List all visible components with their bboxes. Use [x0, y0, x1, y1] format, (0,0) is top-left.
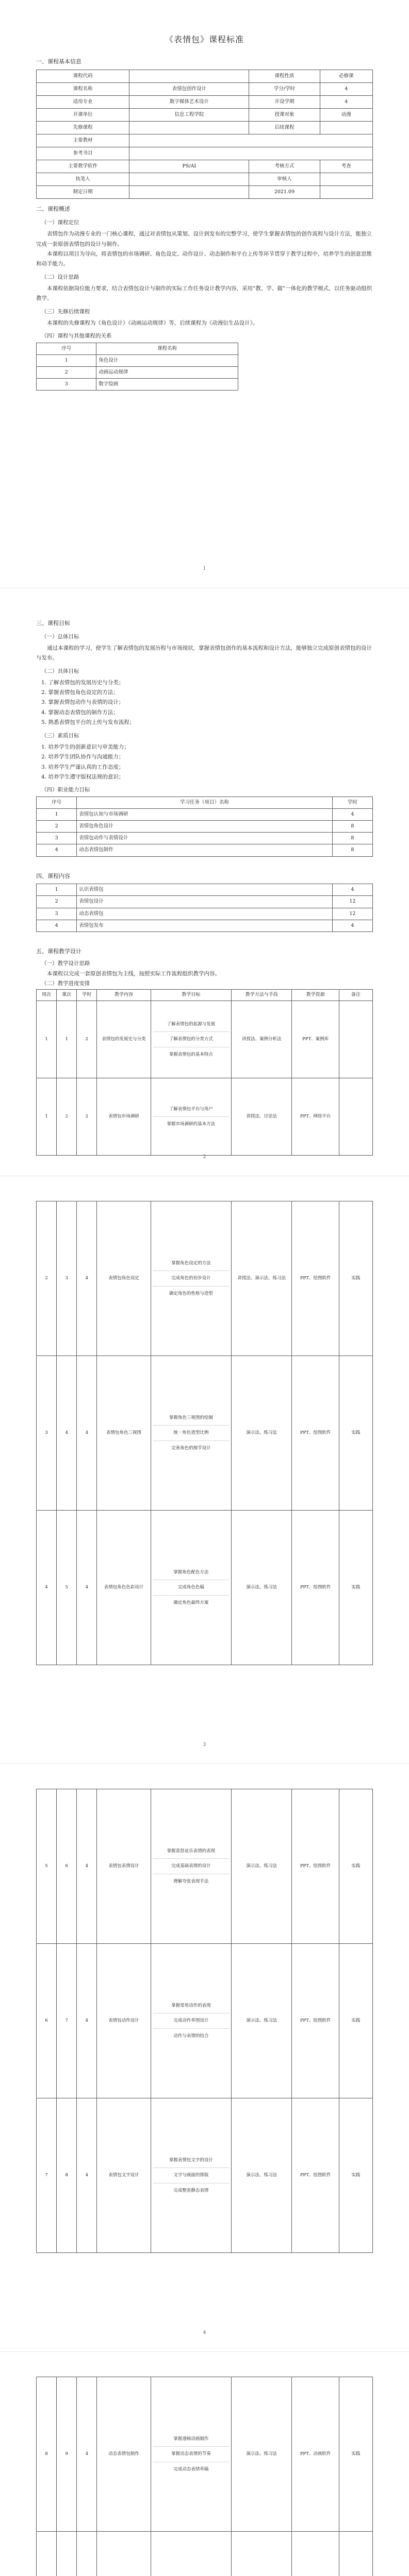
goal-item: 完成动态表情草稿	[173, 2466, 209, 2472]
subsection-heading: （三）素质目标	[41, 732, 79, 739]
goal-item: 掌握市场调研的基本方法	[167, 1121, 216, 1127]
goal-item: 完成角色色稿	[153, 1580, 229, 1595]
paragraph: 本课程依据岗位能力要求，结合表情包设计与制作的实际工作任务设计教学内容，采用“教、学、做”一体化的教学模式，以任务驱动组织教学。	[36, 285, 372, 302]
goal-item: 完成动作草图设计	[153, 2013, 229, 2028]
table-header-row: 序号 课程名称	[37, 343, 238, 354]
table-row: 参考书目	[37, 147, 373, 160]
table-row: 开课单位 信息工程学院 授课对象 动漫	[37, 109, 373, 122]
table-row: 主要教材	[37, 134, 373, 147]
goal-item: 了解表情包的分类方式	[153, 1032, 229, 1047]
section-heading: 三、课程目标	[36, 620, 70, 626]
goal-item: 理解夸张表现手法	[173, 1878, 209, 1884]
table-row: 课程代码 课程性质 必修课	[37, 70, 373, 83]
page-number: 2	[203, 1155, 206, 1160]
section-heading: 一、课程基本信息	[36, 58, 81, 65]
list-item: 4. 培养学生遵守版权法规的意识；	[41, 773, 124, 780]
paragraph: （二）教学进度安排	[41, 980, 90, 987]
paragraph: 本课程的先修课程为《角色设计》《动画运动规律》等，后续课程为《动漫衍生品设计》。	[47, 319, 258, 326]
page-4	[0, 1764, 409, 2343]
page-3	[0, 1176, 409, 1755]
table-row: 4 动态表情包制作 8	[37, 844, 373, 856]
table-row: 4 5 4 表情包角色色彩设计 掌握角色配色方法 完成角色色稿 确定角色最终方案 演示法、练习法 PPT、绘图软件 实践	[37, 1511, 373, 1665]
list-item: 3. 培养学生严谨认真的工作态度；	[41, 764, 124, 770]
list-item: 2. 培养学生团队协作与沟通能力；	[41, 754, 124, 760]
table-row: 1 认识表情包 4	[37, 884, 373, 896]
table-row: 2 表情包角色设计 8	[37, 821, 373, 833]
table-row: 1 表情包认知与市场调研 4	[37, 809, 373, 821]
table-row: 2 动画运动规律	[37, 366, 238, 378]
goal-item: 完成角色的初步设计	[153, 1271, 229, 1286]
table-row: 课程名称 表情包创作设计 学分/学时 4	[37, 83, 373, 96]
section-heading: 五、课程教学设计	[36, 947, 81, 955]
paragraph: 本课程以项目为导向，将表情包的市场调研、角色设定、动作设计、动态制作和平台上传等环节贯穿于教学过程中，培养学生的创意思维和动手能力。	[36, 250, 372, 267]
subsection-heading: （二）具体目标	[41, 668, 79, 674]
goal-item: 完成基础表情的设计	[153, 1859, 229, 1874]
goal-item: 掌握喜怒哀乐表情的表现	[153, 1844, 229, 1859]
list-item: 2. 掌握表情包角色设定的方法；	[41, 689, 119, 696]
ability-table	[36, 796, 373, 856]
table-row: 6 7 4 表情包动作设计 掌握常用动作的表现 完成动作草图设计 动作与表情的结合 演示法、练习法 PPT、绘图软件 实践	[37, 1944, 373, 2098]
goal-item: 掌握角色配色方法	[153, 1565, 229, 1580]
schedule-table	[36, 1201, 373, 1665]
goal-item: 了解表情包的起源与发展	[153, 1017, 229, 1032]
page-number: 4	[203, 2330, 206, 2335]
section-heading: 四、课程内容	[36, 872, 70, 879]
page-1	[0, 0, 409, 579]
subsection-heading: （四）职业能力目标	[41, 787, 90, 793]
table-row: 3 数字绘画	[37, 379, 238, 391]
goal-item: 掌握动态表情的节奏	[153, 2447, 229, 2462]
table-row: 1 1 2 表情包的发展史与分类 了解表情包的起源与发展 了解表情包的分类方式 掌握表情包的基本特点 讲授法、案例分析法 PPT、案例库	[37, 1001, 373, 1078]
goal-item: 掌握表情包的基本特点	[169, 1052, 213, 1057]
document-title: 《表情包》课程标准	[165, 35, 244, 44]
subsection-heading: （二）设计思路	[41, 274, 79, 280]
table-row: 3 4 4 表情包角色三视图 掌握角色三视图的绘制 统一角色造型比例 完善角色的细节设计 演示法、练习法 PPT、绘图软件 实践	[37, 1356, 373, 1511]
table-header-row: 序号 学习任务（项目）名称 学时	[37, 797, 373, 809]
page-2	[0, 588, 409, 1167]
list-item: 1. 培养学生的创新意识与审美能力；	[41, 743, 129, 750]
subsection-heading: （一）课程定位	[41, 219, 79, 226]
page-5	[0, 2351, 409, 2576]
table-row: 4 表情包发布 4	[37, 920, 373, 931]
table-row: 先修课程 后续课程	[37, 122, 373, 134]
page-number: 3	[203, 1742, 206, 1748]
table-row: 执笔人 审核人	[37, 173, 373, 186]
page-number: 1	[203, 566, 206, 571]
table-row: 2 3 4 表情包角色设定 掌握角色设定的方法 完成角色的初步设计 确定角色的性格与造型 讲授法、演示法、练习法 PPT、绘图软件 实践	[37, 1201, 373, 1356]
goal-item: 统一角色造型比例	[153, 1426, 229, 1440]
table-row: 3 表情包动作与表情设计 8	[37, 833, 373, 844]
related-courses-table	[36, 343, 238, 391]
section-heading: 二、课程概述	[36, 206, 70, 213]
goal-item: 了解表情包平台与用户	[153, 1102, 229, 1117]
list-item: 3. 掌握表情包动作与表情的设计；	[41, 699, 124, 706]
paragraph: 通过本课程的学习，使学生了解表情包的发展历程与市场现状，掌握表情包创作的基本流程和设计方法，能够独立完成原创表情包的设计与发布。	[36, 645, 372, 662]
table-row: 5 6 4 表情包表情设计 掌握喜怒哀乐表情的表现 完成基础表情的设计 理解夸张表现手法 演示法、练习法 PPT、绘图软件 实践	[37, 1789, 373, 1944]
paragraph: （一）教学设计思路	[41, 960, 90, 967]
table-row: 制定日期 2021.09	[37, 186, 373, 199]
goal-item: 完成整套静态表情	[173, 2188, 209, 2193]
goal-item: 掌握常用动作的表现	[153, 1998, 229, 2013]
table-row: 8 9 4 动态表情包制作 掌握逐帧动画制作 掌握动态表情的节奏 完成动态表情草稿 演示法、练习法 PPT、动画软件 实践	[37, 2377, 373, 2532]
table-row	[37, 2532, 373, 2576]
goal-item: 掌握逐帧动画制作	[153, 2432, 229, 2447]
table-header-row: 周次 课次 学时 教学内容 教学目标 教学方法与手段 教学资源 备注	[37, 989, 373, 1001]
subsection-heading: （四）课程与其他课程的关系	[41, 332, 112, 339]
content-table	[36, 884, 373, 931]
list-item: 1. 了解表情包的发展历史与分类；	[41, 679, 124, 686]
goal-item: 掌握角色设定的方法	[153, 1256, 229, 1271]
goal-item: 文字与画面的排版	[153, 2168, 229, 2183]
subsection-heading: （三）先修后续课程	[41, 308, 90, 315]
paragraph: 本课程以完成一套原创表情包为主线，按照实际工作流程组织教学内容。	[47, 970, 220, 977]
schedule-table	[36, 989, 373, 1156]
list-item: 5. 熟悉表情包平台的上传与发布流程；	[41, 719, 135, 726]
goal-item: 动作与表情的结合	[173, 2033, 209, 2039]
subsection-heading: （一）总体目标	[41, 633, 79, 640]
table-row: 7 8 4 表情包文字设计 掌握表情包文字的设计 文字与画面的排版 完成整套静态表情 演示法、练习法 PPT、绘图软件 实践	[37, 2098, 373, 2253]
course-info-table	[36, 70, 373, 199]
table-row: 适用专业 数字媒体艺术设计 开设学期 4	[37, 96, 373, 109]
schedule-table	[36, 2377, 373, 2576]
list-item: 4. 掌握动态表情包的制作方法；	[41, 709, 119, 716]
table-row: 1 角色设计	[37, 354, 238, 366]
table-row: 2 表情包设计 12	[37, 896, 373, 908]
goal-item: 确定角色最终方案	[173, 1600, 209, 1605]
schedule-table	[36, 1789, 373, 2253]
table-row: 1 2 2 表情包市场调研 了解表情包平台与用户 掌握市场调研的基本方法 讲授法、讨论法 PPT、网络平台	[37, 1078, 373, 1155]
goal-item: 掌握表情包文字的设计	[153, 2153, 229, 2168]
goal-item: 确定角色的性格与造型	[169, 1291, 213, 1296]
goal-item: 完善角色的细节设计	[171, 1445, 211, 1451]
paragraph: 表情包作为动漫专业的一门核心课程，通过对表情包从策划、设计到发布的完整学习，使学生掌握表情包的创作流程与设计方法，能独立完成一套原创表情包的设计与制作。	[36, 231, 372, 247]
table-row: 3 动态表情包 12	[37, 908, 373, 920]
table-row: 主要教学软件 PS/AI 考核方式 考查	[37, 160, 373, 173]
goal-item: 掌握角色三视图的绘制	[153, 1411, 229, 1426]
